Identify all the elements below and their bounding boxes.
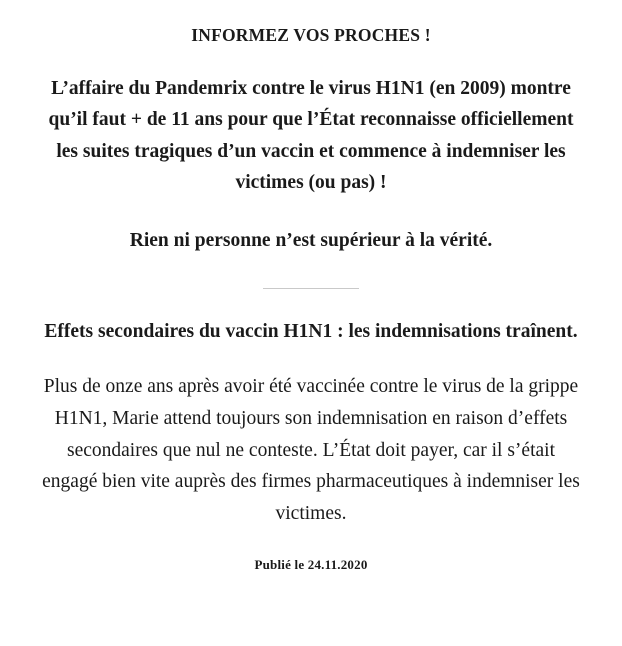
horizontal-divider (263, 288, 359, 289)
lead-paragraph: L’affaire du Pandemrix contre le virus H1N1 (en 2009) montre qu’il faut + de 11 ans pour que l’État reconnaisse officiellement les suites tragiques d’un vaccin et commence à indemniser les victimes (ou pas) ! (48, 77, 574, 194)
divider-container (30, 288, 592, 289)
body-paragraph: Plus de onze ans après avoir été vaccinée contre le virus de la grippe H1N1, Marie attend toujours son indemnisation en raison d’effets secondaires que nul ne conteste. L’État doit payer, car il s’était engagé bien vite auprès des firmes pharmaceutiques à indemniser les victimes. (42, 376, 580, 524)
subline-paragraph: Rien ni personne n’est supérieur à la vérité. (129, 230, 493, 252)
section-title: Effets secondaires du vaccin H1N1 : les indemnisations traînent. (44, 321, 578, 343)
page-title: INFORMEZ VOS PROCHES ! (191, 25, 431, 45)
published-date: Publié le 24.11.2020 (254, 557, 368, 573)
